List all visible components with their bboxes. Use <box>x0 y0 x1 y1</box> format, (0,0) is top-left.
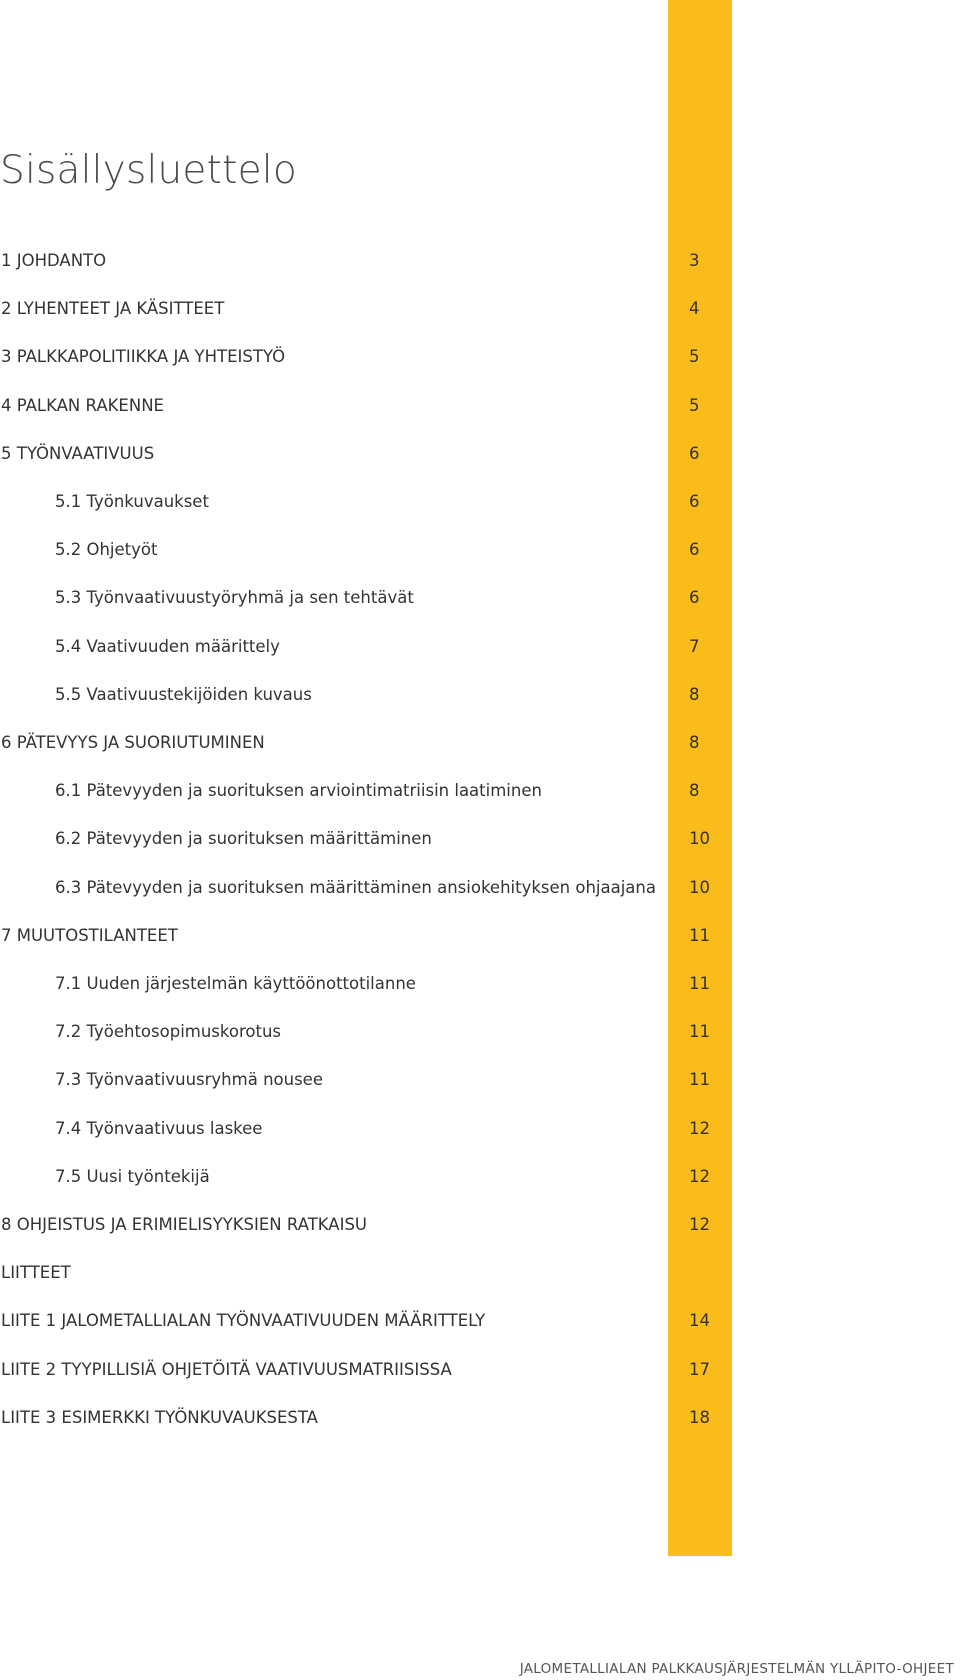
toc-entry-label: 6.3 Pätevyyden ja suorituksen määrittäminen ansiokehityksen ohjaajana <box>55 878 656 897</box>
toc-entry[interactable] <box>0 342 720 372</box>
toc-entry[interactable] <box>0 632 720 662</box>
toc-entry-page: 6 <box>689 588 700 607</box>
toc-entry[interactable] <box>0 776 720 806</box>
page-title: Sisällysluettelo <box>0 148 297 193</box>
toc-entry-page: 12 <box>689 1119 710 1138</box>
toc-entry[interactable] <box>0 969 720 999</box>
toc-entry-page: 7 <box>689 637 700 656</box>
toc-entry[interactable] <box>0 583 720 613</box>
toc-entry-page: 10 <box>689 829 710 848</box>
toc-entry-page: 17 <box>689 1360 710 1379</box>
toc-entry[interactable] <box>0 1162 720 1192</box>
toc-entry-page: 3 <box>689 251 700 270</box>
toc-entry[interactable] <box>0 1258 720 1288</box>
toc-entry-page: 12 <box>689 1215 710 1234</box>
toc-entry-page: 12 <box>689 1167 710 1186</box>
toc-entry-page: 5 <box>689 347 700 366</box>
toc-entry-label: 5.4 Vaativuuden määrittely <box>55 637 280 656</box>
toc-entry-label: 7.3 Työnvaativuusryhmä nousee <box>55 1070 323 1089</box>
toc-entry[interactable] <box>0 1065 720 1095</box>
toc-entry-label: 7 MUUTOSTILANTEET <box>1 926 178 945</box>
toc-entry-label: 3 PALKKAPOLITIIKKA JA YHTEISTYÖ <box>1 347 286 366</box>
toc-entry-page: 18 <box>689 1408 710 1427</box>
toc-entry-label: LIITE 2 TYYPILLISIÄ OHJETÖITÄ VAATIVUUSMATRIISISSA <box>1 1360 452 1379</box>
toc-entry-page: 14 <box>689 1311 710 1330</box>
toc-entry[interactable] <box>0 1306 720 1336</box>
toc-entry-page: 11 <box>689 1070 710 1089</box>
toc-entry-label: LIITTEET <box>1 1263 71 1282</box>
toc-entry-label: 6.1 Pätevyyden ja suorituksen arviointimatriisin laatiminen <box>55 781 542 800</box>
toc-entry-page: 10 <box>689 878 710 897</box>
toc-entry-label: 7.4 Työnvaativuus laskee <box>55 1119 263 1138</box>
toc-entry-page: 6 <box>689 444 700 463</box>
toc-entry[interactable] <box>0 535 720 565</box>
toc-entry-label: 2 LYHENTEET JA KÄSITTEET <box>1 299 225 318</box>
toc-entry-label: LIITE 1 JALOMETALLIALAN TYÖNVAATIVUUDEN MÄÄRITTELY <box>1 1311 486 1330</box>
toc-entry-label: 7.1 Uuden järjestelmän käyttöönottotilanne <box>55 974 416 993</box>
toc-entry[interactable] <box>0 246 720 276</box>
toc-entry-label: 8 OHJEISTUS JA ERIMIELISYYKSIEN RATKAISU <box>1 1215 368 1234</box>
toc-entry-label: 5.3 Työnvaativuustyöryhmä ja sen tehtävät <box>55 588 414 607</box>
toc-entry-page: 4 <box>689 299 700 318</box>
toc-entry-page: 8 <box>689 733 700 752</box>
toc-entry[interactable] <box>0 921 720 951</box>
toc-entry[interactable] <box>0 1355 720 1385</box>
toc-entry-label: 1 JOHDANTO <box>1 251 107 270</box>
toc-entry-label: 7.5 Uusi työntekijä <box>55 1167 210 1186</box>
toc-entry[interactable] <box>0 439 720 469</box>
toc-entry-page: 11 <box>689 974 710 993</box>
toc-entry-label: 5.5 Vaativuustekijöiden kuvaus <box>55 685 312 704</box>
toc-entry-page: 6 <box>689 492 700 511</box>
toc-entry-page: 11 <box>689 1022 710 1041</box>
toc-entry[interactable] <box>0 294 720 324</box>
toc-entry-page: 11 <box>689 926 710 945</box>
toc-entry-label: 5 TYÖNVAATIVUUS <box>1 444 155 463</box>
toc-entry-label: LIITE 3 ESIMERKKI TYÖNKUVAUKSESTA <box>1 1408 318 1427</box>
toc-entry-label: 5.2 Ohjetyöt <box>55 540 158 559</box>
toc-entry-page: 5 <box>689 396 700 415</box>
toc-entry-label: 7.2 Työehtosopimuskorotus <box>55 1022 282 1041</box>
toc-entry[interactable] <box>0 824 720 854</box>
toc-entry-label: 5.1 Työnkuvaukset <box>55 492 209 511</box>
toc-entry-page: 6 <box>689 540 700 559</box>
toc-entry[interactable] <box>0 728 720 758</box>
footer-text: JALOMETALLIALAN PALKKAUSJÄRJESTELMÄN YLLÄPITO-OHJEET <box>519 1661 954 1677</box>
toc-entry-label: 6.2 Pätevyyden ja suorituksen määrittäminen <box>55 829 432 848</box>
toc-entry[interactable] <box>0 391 720 421</box>
toc-entry-label: 4 PALKAN RAKENNE <box>1 396 164 415</box>
toc-entry[interactable] <box>0 1017 720 1047</box>
toc-entry[interactable] <box>0 1114 720 1144</box>
toc-entry-label: 6 PÄTEVYYS JA SUORIUTUMINEN <box>1 733 265 752</box>
toc-entry[interactable] <box>0 487 720 517</box>
toc-entry[interactable] <box>0 873 720 903</box>
toc-entry-page: 8 <box>689 685 700 704</box>
toc-entry[interactable] <box>0 680 720 710</box>
toc-entry[interactable] <box>0 1403 720 1433</box>
toc-entry-page: 8 <box>689 781 700 800</box>
toc-entry[interactable] <box>0 1210 720 1240</box>
